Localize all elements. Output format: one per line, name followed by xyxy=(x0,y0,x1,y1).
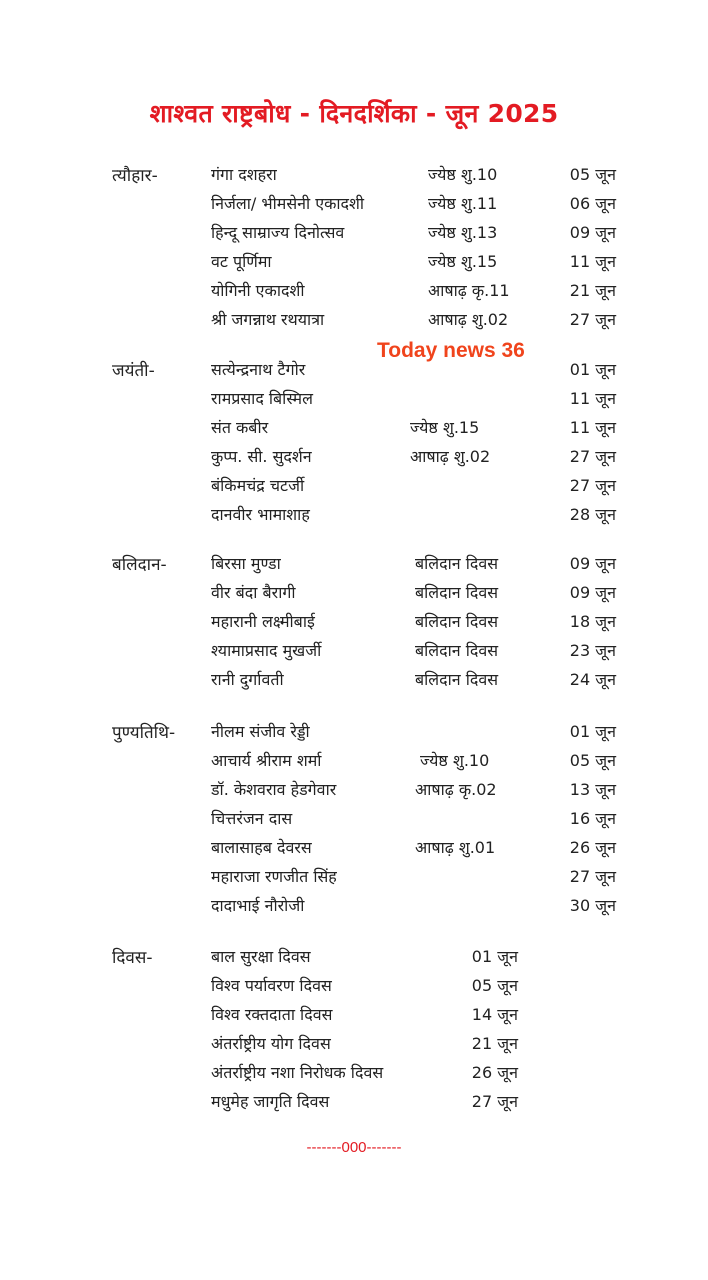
event-date: 11 जून xyxy=(569,418,616,437)
event-date: 14 जून xyxy=(471,1005,518,1024)
event-name: दानवीर भामाशाह xyxy=(211,505,310,524)
event-name: वट पूर्णिमा xyxy=(211,252,272,271)
event-tithi: आषाढ़ शु.02 xyxy=(428,310,509,329)
event-name: मधुमेह जागृति दिवस xyxy=(211,1092,330,1111)
event-date: 21 जून xyxy=(569,281,616,300)
event-date: 26 जून xyxy=(569,838,616,857)
event-name: निर्जला/ भीमसेनी एकादशी xyxy=(211,194,365,213)
event-date: 11 जून xyxy=(569,252,616,271)
list-item xyxy=(0,610,708,636)
list-item xyxy=(0,945,708,971)
event-tithi: आषाढ़ कृ.02 xyxy=(415,780,497,799)
event-date: 26 जून xyxy=(471,1063,518,1082)
list-item xyxy=(0,358,708,384)
event-tithi: ज्येष्ठ शु.10 xyxy=(420,751,490,770)
event-tithi: बलिदान दिवस xyxy=(415,670,499,689)
list-item xyxy=(0,474,708,500)
event-tithi: बलिदान दिवस xyxy=(415,583,499,602)
list-item xyxy=(0,639,708,665)
list-item xyxy=(0,778,708,804)
event-name: श्री जगन्नाथ रथयात्रा xyxy=(211,310,325,329)
section-label: पुण्यतिथि- xyxy=(112,723,176,743)
list-item xyxy=(0,581,708,607)
list-item xyxy=(0,416,708,442)
event-tithi: बलिदान दिवस xyxy=(415,554,499,573)
footer-divider: -------000------- xyxy=(306,1139,402,1156)
list-item xyxy=(0,865,708,891)
event-name: रानी दुर्गावती xyxy=(211,670,284,689)
event-date: 11 जून xyxy=(569,389,616,408)
event-name: चित्तरंजन दास xyxy=(211,809,293,828)
event-date: 13 जून xyxy=(569,780,616,799)
list-item xyxy=(0,221,708,247)
event-date: 09 जून xyxy=(569,223,616,242)
list-item xyxy=(0,250,708,276)
event-date: 30 जून xyxy=(569,896,616,915)
list-item xyxy=(0,807,708,833)
event-tithi: आषाढ़ शु.02 xyxy=(410,447,491,466)
list-item xyxy=(0,1090,708,1116)
event-date: 09 जून xyxy=(569,583,616,602)
event-date: 27 जून xyxy=(569,476,616,495)
event-tithi: बलिदान दिवस xyxy=(415,612,499,631)
event-name: श्यामाप्रसाद मुखर्जी xyxy=(211,641,322,660)
event-date: 28 जून xyxy=(569,505,616,524)
list-item xyxy=(0,668,708,694)
list-item xyxy=(0,387,708,413)
event-name: सत्येन्द्रनाथ टैगोर xyxy=(211,360,306,379)
event-name: रामप्रसाद बिस्मिल xyxy=(211,389,313,408)
event-date: 01 जून xyxy=(569,722,616,741)
event-name: नीलम संजीव रेड्डी xyxy=(211,722,310,741)
event-date: 27 जून xyxy=(569,310,616,329)
event-tithi: ज्येष्ठ शु.15 xyxy=(410,418,480,437)
event-date: 24 जून xyxy=(569,670,616,689)
event-date: 18 जून xyxy=(569,612,616,631)
event-name: बंकिमचंद्र चटर्जी xyxy=(211,476,305,495)
event-tithi: ज्येष्ठ शु.11 xyxy=(428,194,498,213)
list-item xyxy=(0,720,708,746)
list-item xyxy=(0,836,708,862)
event-name: बाल सुरक्षा दिवस xyxy=(211,947,311,966)
event-tithi: ज्येष्ठ शु.13 xyxy=(428,223,498,242)
event-name: कुप्प. सी. सुदर्शन xyxy=(211,447,312,466)
event-date: 21 जून xyxy=(471,1034,518,1053)
event-date: 27 जून xyxy=(471,1092,518,1111)
section-label: त्यौहार- xyxy=(112,166,158,186)
list-item xyxy=(0,445,708,471)
event-name: अंतर्राष्ट्रीय योग दिवस xyxy=(211,1034,331,1053)
event-name: विश्व पर्यावरण दिवस xyxy=(211,976,332,995)
event-date: 01 जून xyxy=(471,947,518,966)
event-tithi: आषाढ़ शु.01 xyxy=(415,838,496,857)
list-item xyxy=(0,279,708,305)
event-name: गंगा दशहरा xyxy=(211,165,277,184)
event-name: वीर बंदा बैरागी xyxy=(211,583,296,602)
section-label: जयंती- xyxy=(112,361,155,381)
list-item xyxy=(0,1032,708,1058)
event-name: अंतर्राष्ट्रीय नशा निरोधक दिवस xyxy=(211,1063,384,1082)
event-name: डॉ. केशवराव हेडगेवार xyxy=(211,780,337,799)
list-item xyxy=(0,1061,708,1087)
event-date: 16 जून xyxy=(569,809,616,828)
event-date: 05 जून xyxy=(569,751,616,770)
list-item xyxy=(0,163,708,189)
event-date: 05 जून xyxy=(569,165,616,184)
event-date: 27 जून xyxy=(569,447,616,466)
event-date: 23 जून xyxy=(569,641,616,660)
event-date: 09 जून xyxy=(569,554,616,573)
event-name: योगिनी एकादशी xyxy=(211,281,305,300)
event-name: बिरसा मुण्डा xyxy=(211,554,281,573)
page-title: शाश्वत राष्ट्रबोध - दिनदर्शिका - जून 2025 xyxy=(149,99,559,128)
event-name: विश्व रक्तदाता दिवस xyxy=(211,1005,333,1024)
event-date: 06 जून xyxy=(569,194,616,213)
event-tithi: बलिदान दिवस xyxy=(415,641,499,660)
list-item xyxy=(0,749,708,775)
list-item xyxy=(0,192,708,218)
event-name: आचार्य श्रीराम शर्मा xyxy=(211,751,322,770)
event-tithi: ज्येष्ठ शु.15 xyxy=(428,252,498,271)
event-name: बालासाहब देवरस xyxy=(211,838,312,857)
event-date: 05 जून xyxy=(471,976,518,995)
list-item xyxy=(0,503,708,529)
event-date: 27 जून xyxy=(569,867,616,886)
event-tithi: आषाढ़ कृ.11 xyxy=(428,281,510,300)
section-label: बलिदान- xyxy=(112,555,167,575)
event-date: 01 जून xyxy=(569,360,616,379)
list-item xyxy=(0,894,708,920)
list-item xyxy=(0,552,708,578)
event-name: महाराजा रणजीत सिंह xyxy=(211,867,337,886)
list-item xyxy=(0,1003,708,1029)
event-name: महारानी लक्ष्मीबाई xyxy=(211,612,315,631)
section-label: दिवस- xyxy=(112,948,153,968)
list-item xyxy=(0,308,708,334)
watermark: Today news 36 xyxy=(377,339,525,362)
list-item xyxy=(0,974,708,1000)
event-name: संत कबीर xyxy=(211,418,269,437)
event-tithi: ज्येष्ठ शु.10 xyxy=(428,165,498,184)
event-name: हिन्दू साम्राज्य दिनोत्सव xyxy=(211,223,345,242)
event-name: दादाभाई नौरोजी xyxy=(211,896,305,915)
